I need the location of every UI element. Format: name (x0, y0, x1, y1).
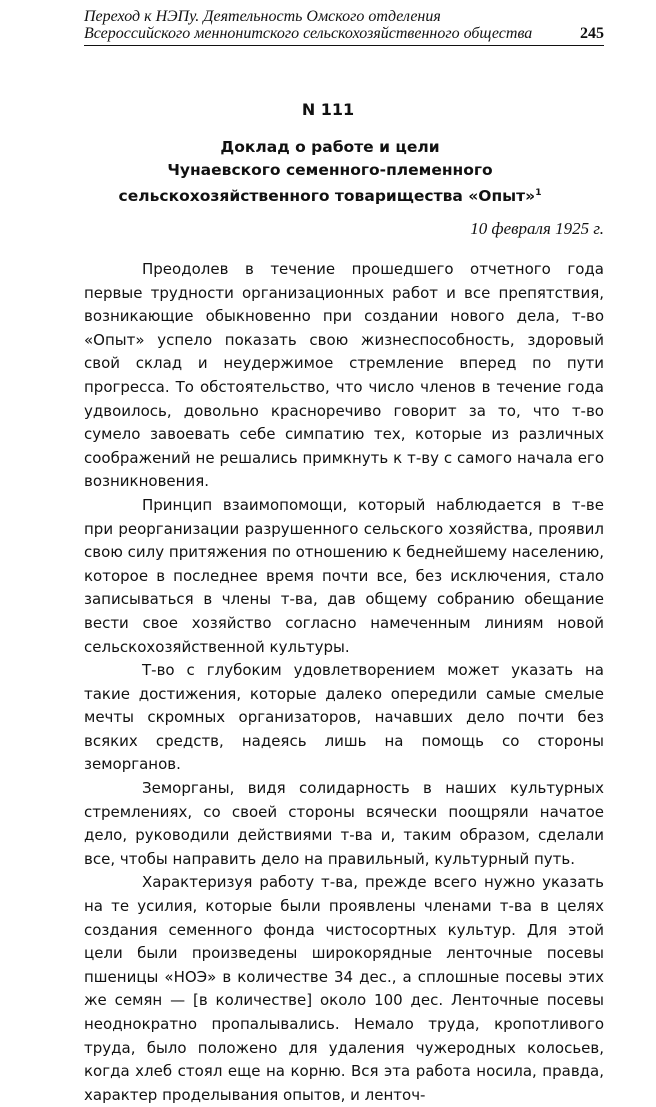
document-date: 10 февраля 1925 г. (470, 219, 604, 238)
paragraph: Земорганы, видя солидарность в наших культурных стремлениях, со своей стороны всячески поощряли начатое дело, руководили действиями т-ва и, таким образом, сделали все, чтобы направить дело на правильный, культурный путь. (84, 779, 604, 868)
paragraph: Преодолев в течение прошедшего отчетного года первые трудности организационных работ и все препятствия, возникающие обыкновенно при создании нового дела, т-во «Опыт» успело показать свою жизнеспособность, здоровый свой склад и неудержимое стремление вперед по пути прогресса. То обстоятельство, что число членов в течение года удвоилось, довольно красноречиво говорит за то, что т-во сумело завоевать себе симпатию тех, которые из различных соображений не решались примкнуть к т-ву с самого начала его возникновения. (84, 260, 604, 491)
title-line-1: Доклад о работе и цели (220, 138, 440, 156)
document-number: N 111 (301, 100, 355, 119)
paragraph: Принцип взаимопомощи, который наблюдается в т-ве при реорганизации разрушенного сельского хозяйства, проявил свою силу притяжения по отношению к беднейшему населению, которое в последнее время почти все, без исключения, стало записываться в члены т-ва, дав общему собранию обещание вести свое хозяйство согласно намеченным линиям новой сельскохозяйственной культуры. (84, 495, 604, 656)
footnote-marker: 1 (535, 188, 542, 198)
document-body (84, 258, 604, 1107)
title-line-3 (60, 182, 600, 208)
header-line-2: Всероссийского меннонитского сельскохозяйственного общества (84, 25, 533, 42)
title-line-2: Чунаевского семенного-племенного (167, 161, 493, 179)
paragraph: Т-во с глубоким удовлетворением может указать на такие достижения, которые далеко опередили самые смелые мечты скромных организаторов, начавших дело почти без всяких средств, надеясь лишь на помощь со стороны земорганов. (84, 661, 604, 774)
header-line-1: Переход к НЭПу. Деятельность Омского отделения (84, 8, 441, 25)
title-line-3-text: сельскохозяйственного товарищества «Опыт» (118, 187, 536, 206)
header-divider (84, 45, 604, 46)
page-number: 245 (580, 25, 604, 42)
running-header (84, 8, 604, 42)
paragraph: Характеризуя работу т-ва, прежде всего нужно указать на те усилия, которые были проявлены членами т-ва в целях создания семенного фонда чистосортных культур. Для этой цели были произведены широкорядные ленточные посевы пшеницы «НОЭ» в количестве 34 дес., а сплошные посевы этих же семян — [в количестве] около 100 дес. Ленточные посевы неоднократно пропалывались. Немало труда, кропотливого труда, было положено для удаления чужеродных колосьев, когда хлеб стоял еще на корню. Вся эта работа носила, правда, характер проделывания опытов, и ленточ- (84, 873, 604, 1104)
document-title (60, 136, 600, 208)
